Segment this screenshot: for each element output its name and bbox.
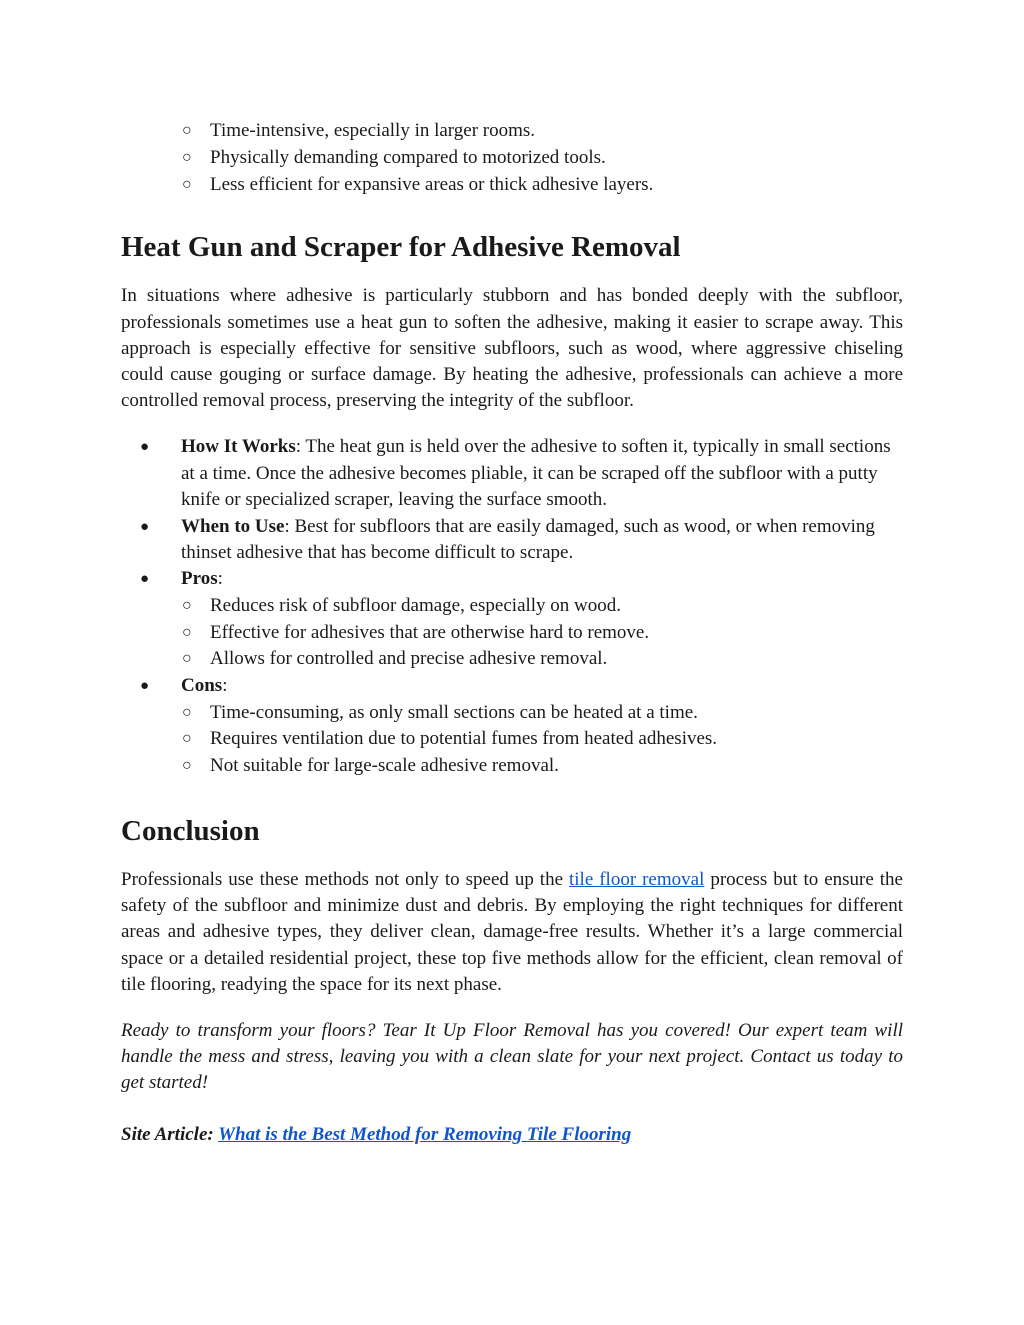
pros-item: ● Pros: ○ Reduces risk of subfloor damage, especially on wood. ○ Effective for adhesives that are otherwise hard to remove. ○ Allows for controlled and precise adhesive removal. [181,566,903,673]
list-item: ○ Effective for adhesives that are otherwise hard to remove. [210,620,903,647]
list-item: ○ Allows for controlled and precise adhesive removal. [210,646,903,673]
hollow-circle-icon: ○ [182,122,192,139]
pros-label: Pros [181,568,218,590]
list-item: ○ Requires ventilation due to potential fumes from heated adhesives. [210,726,903,753]
document-page [121,118,903,1148]
hollow-circle-icon: ○ [182,596,192,614]
hollow-circle-icon: ○ [182,757,192,775]
when-to-use-label: When to Use [181,515,285,537]
heat-gun-paragraph: In situations where adhesive is particularly stubborn and has bonded deeply with the subfloor, professionals sometimes use a heat gun to soften the adhesive, making it easier to scrape away. This approach is especially effective for sensitive subfloors, such as wood, where aggressive chiseling could cause gouging or surface damage. By heating the adhesive, professionals can achieve a more controlled removal process, preserving the integrity of the subfloor. [121,285,903,412]
conclusion-heading: Conclusion [121,815,260,848]
cons-item: ● Cons: ○ Time-consuming, as only small sections can be heated at a time. ○ Requires ventilation due to potential fumes from heated adhesives. ○ Not suitable for large-scale adhesive removal. [181,673,903,780]
pros-list [181,593,903,673]
bullet-icon: ● [140,518,150,535]
hollow-circle-icon: ○ [182,175,192,193]
hollow-circle-icon: ○ [182,623,192,641]
heat-gun-details-list [121,434,903,780]
how-it-works-label: How It Works [181,436,296,458]
list-item: ○ Physically demanding compared to motorized tools. [210,145,903,172]
conclusion-paragraph: Professionals use these methods not only to speed up the tile floor removal process but to ensure the safety of the subfloor and minimize dust and debris. By employing the right techniques for different areas and adhesive types, they deliver clean, damage-free results. Whether it’s a large commercial space or a detailed residential project, these top five methods allow for the efficient, clean removal of tile flooring, readying the space for its next phase. [121,869,903,995]
hollow-circle-icon: ○ [182,148,192,166]
how-it-works-text: : The heat gun is held over the adhesive to soften it, typically in small sections at a time. Once the adhesive becomes pliable, it can be scraped off the subfloor with a putty knife or specialized scraper, leaving the surface smooth. [181,436,891,511]
when-to-use-text: : Best for subfloors that are easily damaged, such as wood, or when removing thinset adhesive that has become difficult to scrape. [181,515,875,564]
hollow-circle-icon: ○ [182,650,192,668]
when-to-use-item [140,514,903,567]
hollow-circle-icon: ○ [182,730,192,748]
bullet-icon: ● [140,439,150,456]
list-item: ○ Time-intensive, especially in larger rooms. [210,118,903,145]
how-it-works-item [140,434,903,513]
tile-floor-removal-link[interactable]: tile floor removal [568,869,705,891]
cons-label: Cons [181,675,223,697]
heat-gun-heading: Heat Gun and Scraper for Adhesive Removal [121,231,681,264]
top-cons-list [121,118,903,198]
bullet-icon: ● [140,571,150,588]
hollow-circle-icon: ○ [182,703,192,721]
bullet-icon: ● [140,678,150,695]
list-item: ○ Less efficient for expansive areas or thick adhesive layers. [210,172,903,199]
list-item: ○ Reduces risk of subfloor damage, especially on wood. [210,593,903,620]
list-item: ○ Not suitable for large-scale adhesive removal. [210,753,903,780]
site-article-label: Site Article: [121,1123,219,1145]
site-article-link[interactable]: What is the Best Method for Removing Tile Flooring [218,1123,632,1145]
list-item: ○ Time-consuming, as only small sections can be heated at a time. [210,700,903,727]
site-article-line [121,1122,903,1148]
cons-list [181,700,903,780]
call-to-action-paragraph: Ready to transform your floors? Tear It Up Floor Removal has you covered! Our expert team will handle the mess and stress, leaving you with a clean slate for your next project. Contact us today to get started! [121,1020,903,1094]
